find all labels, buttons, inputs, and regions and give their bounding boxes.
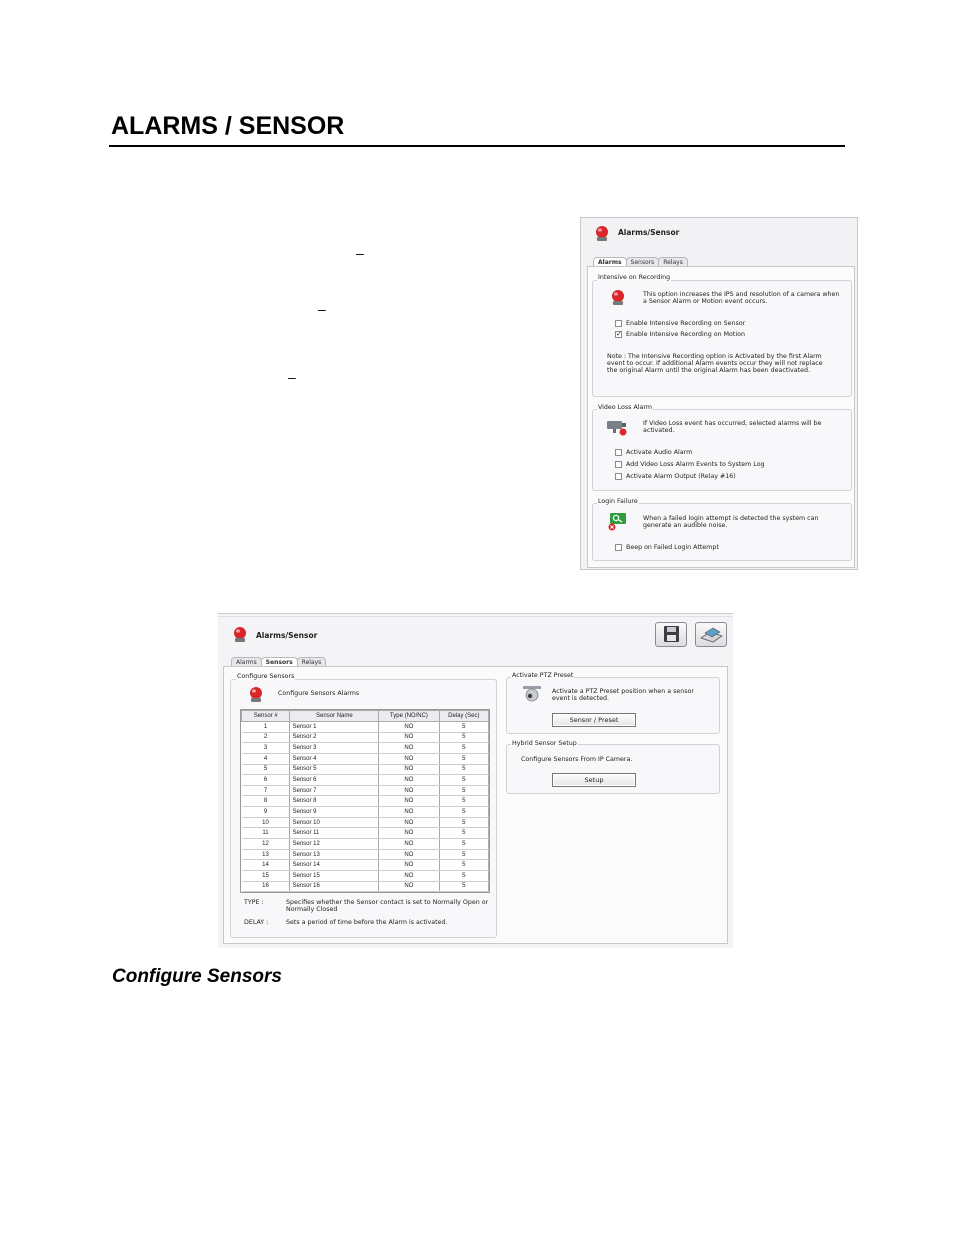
login-failure-group xyxy=(592,503,852,561)
checkbox-label: Enable Intensive Recording on Sensor xyxy=(626,320,746,327)
table-row[interactable] xyxy=(242,870,489,881)
table-cell: 12 xyxy=(242,839,290,850)
table-cell: 5 xyxy=(439,860,488,871)
tab-relays[interactable]: Relays xyxy=(297,657,327,667)
table-row[interactable] xyxy=(242,722,489,733)
intensive-note: Note : The Intensive Recording option is Activated by the first Alarm event to occur. If additional Alarm events occur they will not replace the original Alarm until the original Alarm has been deactivated. xyxy=(607,353,823,374)
column-header[interactable]: Sensor Name xyxy=(290,711,379,722)
table-cell: Sensor 9 xyxy=(290,807,379,818)
panel-title: Alarms/Sensor xyxy=(256,631,318,640)
checkbox-box[interactable] xyxy=(615,473,622,480)
table-cell: 5 xyxy=(439,828,488,839)
tab-relays[interactable]: Relays xyxy=(658,257,688,267)
table-cell: Sensor 14 xyxy=(290,860,379,871)
table-cell: Sensor 11 xyxy=(290,828,379,839)
alarms-panel xyxy=(580,217,858,570)
table-cell: NO xyxy=(379,807,439,818)
panel-title: Alarms/Sensor xyxy=(618,228,680,237)
tab-sensors[interactable]: Sensors xyxy=(626,257,660,267)
alarm-siren-icon xyxy=(610,289,626,311)
table-cell: Sensor 7 xyxy=(290,785,379,796)
table-cell: Sensor 3 xyxy=(290,743,379,754)
table-cell: 5 xyxy=(439,796,488,807)
table-row[interactable] xyxy=(242,860,489,871)
table-cell: Sensor 13 xyxy=(290,849,379,860)
group-label: Activate PTZ Preset xyxy=(512,672,574,679)
sensor-table xyxy=(240,709,490,893)
table-cell: 2 xyxy=(242,732,290,743)
floppy-disk-icon xyxy=(656,623,686,646)
table-row[interactable] xyxy=(242,732,489,743)
table-row[interactable] xyxy=(242,881,489,892)
login-failure-icon xyxy=(607,512,629,536)
checkbox-box[interactable] xyxy=(615,449,622,456)
table-cell: 3 xyxy=(242,743,290,754)
table-cell: 16 xyxy=(242,881,290,892)
column-header[interactable]: Delay (Sec) xyxy=(439,711,488,722)
checkbox-label: Activate Audio Alarm xyxy=(626,449,693,456)
table-cell: 5 xyxy=(242,764,290,775)
checkbox-box[interactable] xyxy=(615,544,622,551)
table-row[interactable] xyxy=(242,753,489,764)
scanner-icon xyxy=(696,623,726,646)
table-cell: NO xyxy=(379,732,439,743)
table-cell: Sensor 16 xyxy=(290,881,379,892)
sensor-preset-button[interactable]: Sensor / Preset xyxy=(552,713,636,727)
checkbox-audio-alarm[interactable] xyxy=(615,449,692,456)
video-loss-description: If Video Loss event has occurred, selected alarms will be activated. xyxy=(643,420,822,434)
ptz-camera-icon xyxy=(521,685,543,708)
column-header[interactable]: Type (NO/NC) xyxy=(379,711,439,722)
table-cell: 5 xyxy=(439,743,488,754)
table-cell: Sensor 8 xyxy=(290,796,379,807)
table-cell: 1 xyxy=(242,722,290,733)
tab-alarms[interactable]: Alarms xyxy=(593,257,627,267)
table-cell: 5 xyxy=(439,785,488,796)
intensive-description: This option increases the IPS and resolution of a camera when a Sensor Alarm or Motion event occurs. xyxy=(643,291,840,305)
login-failure-description: When a failed login attempt is detected the system can generate an audible noise. xyxy=(643,515,819,529)
dash-mark: – xyxy=(318,301,326,317)
table-cell: NO xyxy=(379,764,439,775)
table-cell: NO xyxy=(379,796,439,807)
table-row[interactable] xyxy=(242,775,489,786)
table-cell: 7 xyxy=(242,785,290,796)
table-row[interactable] xyxy=(242,764,489,775)
table-cell: 5 xyxy=(439,881,488,892)
table-cell: NO xyxy=(379,849,439,860)
alarm-siren-icon xyxy=(594,225,610,247)
table-row[interactable] xyxy=(242,839,489,850)
panel-top-border xyxy=(218,613,733,617)
checkbox-intensive-motion[interactable] xyxy=(615,331,745,338)
table-row[interactable] xyxy=(242,796,489,807)
table-cell: NO xyxy=(379,775,439,786)
page-title: ALARMS / SENSOR xyxy=(111,112,345,140)
table-cell: 9 xyxy=(242,807,290,818)
table-cell: 5 xyxy=(439,753,488,764)
group-label: Login Failure xyxy=(598,498,638,505)
delay-description: Sets a period of time before the Alarm is activated. xyxy=(286,919,448,926)
table-cell: NO xyxy=(379,870,439,881)
scanner-button[interactable] xyxy=(695,622,727,647)
table-cell: NO xyxy=(379,881,439,892)
checkbox-label: Activate Alarm Output (Relay #16) xyxy=(626,473,736,480)
alarm-siren-icon xyxy=(232,626,248,649)
table-cell: Sensor 2 xyxy=(290,732,379,743)
table-cell: 10 xyxy=(242,817,290,828)
checkbox-intensive-sensor[interactable] xyxy=(615,320,745,327)
table-cell: NO xyxy=(379,785,439,796)
checkbox-box[interactable] xyxy=(615,320,622,327)
table-cell: NO xyxy=(379,753,439,764)
table-cell: 5 xyxy=(439,817,488,828)
table-cell: NO xyxy=(379,743,439,754)
column-header[interactable]: Sensor # xyxy=(242,711,290,722)
checkbox-beep-login[interactable] xyxy=(615,544,719,551)
checkbox-box-checked[interactable]: ✓ xyxy=(616,330,622,338)
table-cell: Sensor 6 xyxy=(290,775,379,786)
type-description: Specifies whether the Sensor contact is set to Normally Open or Normally Closed xyxy=(286,899,489,913)
setup-button[interactable]: Setup xyxy=(552,773,636,787)
tab-sensors[interactable]: Sensors xyxy=(261,657,298,667)
table-cell: 5 xyxy=(439,722,488,733)
table-cell: 5 xyxy=(439,732,488,743)
table-cell: Sensor 5 xyxy=(290,764,379,775)
table-header-row xyxy=(242,711,489,722)
table-cell: 5 xyxy=(439,764,488,775)
checkbox-label: Beep on Failed Login Attempt xyxy=(626,544,719,551)
camera-alarm-icon xyxy=(605,417,629,441)
title-rule xyxy=(109,145,845,147)
tab-alarms[interactable]: Alarms xyxy=(231,657,262,667)
section-heading: Configure Sensors xyxy=(112,966,282,987)
table-cell: 5 xyxy=(439,849,488,860)
group-label: Video Loss Alarm xyxy=(598,404,652,411)
table-cell: 15 xyxy=(242,870,290,881)
group-label: Configure Sensors xyxy=(237,673,295,680)
table-row[interactable] xyxy=(242,785,489,796)
table-cell: Sensor 15 xyxy=(290,870,379,881)
delay-label: DELAY : xyxy=(244,919,269,926)
table-cell: NO xyxy=(379,860,439,871)
table-cell: NO xyxy=(379,817,439,828)
checkbox-system-log[interactable] xyxy=(615,461,765,468)
table-cell: NO xyxy=(379,828,439,839)
table-row[interactable] xyxy=(242,807,489,818)
table-row[interactable] xyxy=(242,743,489,754)
table-cell: 6 xyxy=(242,775,290,786)
checkbox-alarm-output[interactable] xyxy=(615,473,736,480)
save-button[interactable] xyxy=(655,622,687,647)
table-cell: 13 xyxy=(242,849,290,860)
table-cell: Sensor 1 xyxy=(290,722,379,733)
table-cell: Sensor 10 xyxy=(290,817,379,828)
group-label: Hybrid Sensor Setup xyxy=(512,740,577,747)
table-cell: 5 xyxy=(439,839,488,850)
group-label: Intensive on Recording xyxy=(598,274,671,281)
dash-mark: – xyxy=(356,245,364,261)
type-label: TYPE : xyxy=(244,899,264,906)
dash-mark: – xyxy=(288,369,296,385)
table-cell: 4 xyxy=(242,753,290,764)
table-cell: NO xyxy=(379,722,439,733)
checkbox-label: Add Video Loss Alarm Events to System Log xyxy=(626,461,765,468)
ptz-description: Activate a PTZ Preset position when a sensor event is detected. xyxy=(552,688,694,702)
table-cell: 5 xyxy=(439,775,488,786)
alarm-siren-icon xyxy=(248,686,264,709)
table-cell: 14 xyxy=(242,860,290,871)
table-cell: 8 xyxy=(242,796,290,807)
table-row[interactable] xyxy=(242,817,489,828)
configure-subtitle: Configure Sensors Alarms xyxy=(278,690,360,697)
table-cell: 11 xyxy=(242,828,290,839)
hybrid-description: Configure Sensors From IP Camera. xyxy=(521,756,633,763)
table-row[interactable] xyxy=(242,828,489,839)
table-row[interactable] xyxy=(242,849,489,860)
checkbox-label: Enable Intensive Recording on Motion xyxy=(626,331,745,338)
checkbox-box[interactable] xyxy=(615,461,622,468)
table-cell: 5 xyxy=(439,870,488,881)
table-cell: 5 xyxy=(439,807,488,818)
table-cell: NO xyxy=(379,839,439,850)
table-cell: Sensor 12 xyxy=(290,839,379,850)
table-cell: Sensor 4 xyxy=(290,753,379,764)
